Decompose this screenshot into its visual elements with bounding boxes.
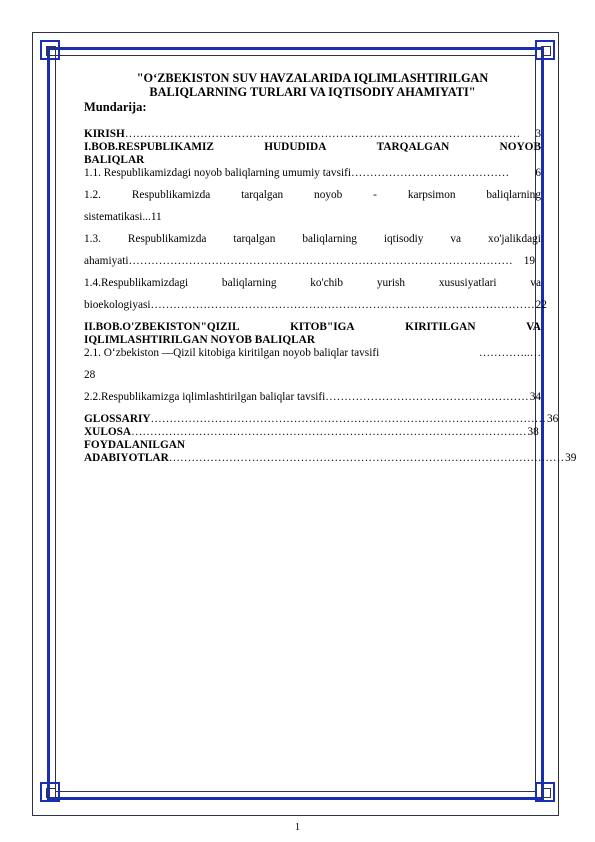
toc-label: ahamiyati [84, 255, 129, 267]
toc-label: XULOSA [84, 426, 132, 438]
corner-ornament-bottom-left [40, 782, 60, 802]
toc-word: xususiyatlari [438, 277, 497, 289]
corner-ornament-top-right [535, 40, 555, 60]
toc-word: iqtisodiy [383, 233, 424, 245]
toc-page: 22 [535, 299, 547, 311]
toc-word: KIRITILGAN [405, 321, 476, 333]
toc-label: GLOSSARIY [84, 413, 151, 425]
toc-word: tarqalgan [241, 189, 284, 201]
toc-1-4-continuation: bioekologiyasi ………………………………………………………………………………………… 22 [84, 299, 547, 311]
toc-word: noyob [314, 189, 343, 201]
document-title [84, 72, 541, 99]
toc-label: ADABIYOTLAR [84, 452, 169, 464]
toc-dots: …………..… [478, 347, 541, 359]
toc-word: 1.3. [84, 233, 101, 245]
toc-word: KITOB"IGA [290, 321, 355, 333]
contents-block [84, 71, 577, 465]
corner-ornament-top-left [40, 40, 60, 60]
toc-label: KIRISH [84, 128, 125, 140]
toc-entry-1-2[interactable] [84, 189, 541, 202]
toc-entry-chapter-2[interactable] [84, 321, 541, 334]
toc-page: 6 [535, 167, 541, 179]
toc-word: VA [526, 321, 541, 333]
toc-entry-1-3[interactable] [84, 233, 541, 246]
toc-label: 2.2.Respublikamizga iqlimlashtirilgan baliqlar tavsifi [84, 391, 326, 403]
toc-entry-2-2[interactable]: 2.2.Respublikamizga iqlimlashtirilgan baliqlar tavsifi ……………………………………………… 34 [84, 391, 541, 403]
toc-chapter-1-continuation: BALIQLAR [84, 154, 145, 166]
toc-word: Respublikamizda [127, 233, 207, 245]
toc-label: bioekologiyasi [84, 299, 151, 311]
toc-page: 38 [527, 426, 539, 438]
toc-entry-glossariy[interactable]: GLOSSARIY …………………………………………………………………………………………… 36 [84, 413, 559, 425]
toc-word: xo'jalikdagi [488, 233, 541, 245]
toc-page: 36 [546, 413, 559, 425]
title-line-2: BALIQLARNING TURLARI VA IQTISODIY AHAMIYATI" [149, 84, 476, 99]
toc-word: I.BOB.RESPUBLIKAMIZ [84, 141, 214, 153]
toc-1-3-continuation: ahamiyati ………………………………………………………………………………………… 19 [84, 255, 535, 267]
toc-chapter-2-continuation: IQLIMLASHTIRILGAN NOYOB BALIQLAR [84, 334, 316, 346]
toc-word: ko'chib [310, 277, 344, 289]
toc-word: TARQALGAN [376, 141, 450, 153]
page-number: 1 [294, 822, 301, 833]
toc-word: - [373, 189, 377, 201]
toc-label: 1.1. Respublikamizdagi noyob baliqlarning umumiy tavsifi [84, 167, 352, 179]
toc-word: baliqlarning [221, 277, 277, 289]
toc-word: yurish [376, 277, 406, 289]
toc-2-1-page: 28 [84, 369, 96, 381]
toc-word: 1.4.Respublikamizdagi [84, 277, 189, 289]
toc-word: HUDUDIDA [264, 141, 327, 153]
toc-word: NOYOB [499, 141, 541, 153]
title-line-1: "O‘ZBEKISTON SUV HAVZALARIDA IQLIMLASHTIRILGAN [136, 71, 489, 85]
toc-entry-2-1[interactable] [84, 347, 541, 360]
toc-page: 39 [565, 452, 577, 464]
toc-1-2-continuation: sistematikasi...11 [84, 211, 162, 223]
toc-word: Respublikamizda [131, 189, 211, 201]
toc-word: baliqlarning [486, 189, 541, 201]
toc-label: 2.1. O‘zbekiston ―Qizil kitobiga kiritilgan noyob baliqlar tavsifi [84, 347, 380, 359]
toc-entry-1-4[interactable] [84, 277, 541, 290]
corner-ornament-bottom-right [535, 782, 555, 802]
toc-word: baliqlarning [302, 233, 357, 245]
toc-word: karpsimon [407, 189, 456, 201]
toc-entry-xulosa[interactable]: XULOSA …………………………………………………………………………………………… 38 [84, 426, 539, 438]
toc-entry-foydalanilgan[interactable]: FOYDALANILGAN [84, 439, 186, 451]
toc-entry-1-1[interactable]: 1.1. Respublikamizdagi noyob baliqlarning umumiy tavsifi …………………………………… 6 [84, 167, 541, 179]
toc-word: tarqalgan [233, 233, 276, 245]
toc-page: 19 [523, 255, 535, 267]
toc-page: 34 [529, 391, 541, 403]
toc-word: va [450, 233, 462, 245]
toc-word: II.BOB.O'ZBEKISTON"QIZIL [84, 321, 240, 333]
toc-entry-kirish[interactable]: KIRISH …………………………………………………………………………………………… 3 [84, 128, 541, 140]
toc-entry-chapter-1[interactable] [84, 141, 541, 154]
toc-word: 1.2. [84, 189, 101, 201]
toc-entry-adabiyotlar[interactable]: ADABIYOTLAR …………………………………………………………………………………………… 39 [84, 452, 577, 464]
contents-heading: Mundarija: [84, 100, 147, 114]
toc-page: 3 [535, 128, 541, 140]
toc-word: va [530, 277, 541, 289]
